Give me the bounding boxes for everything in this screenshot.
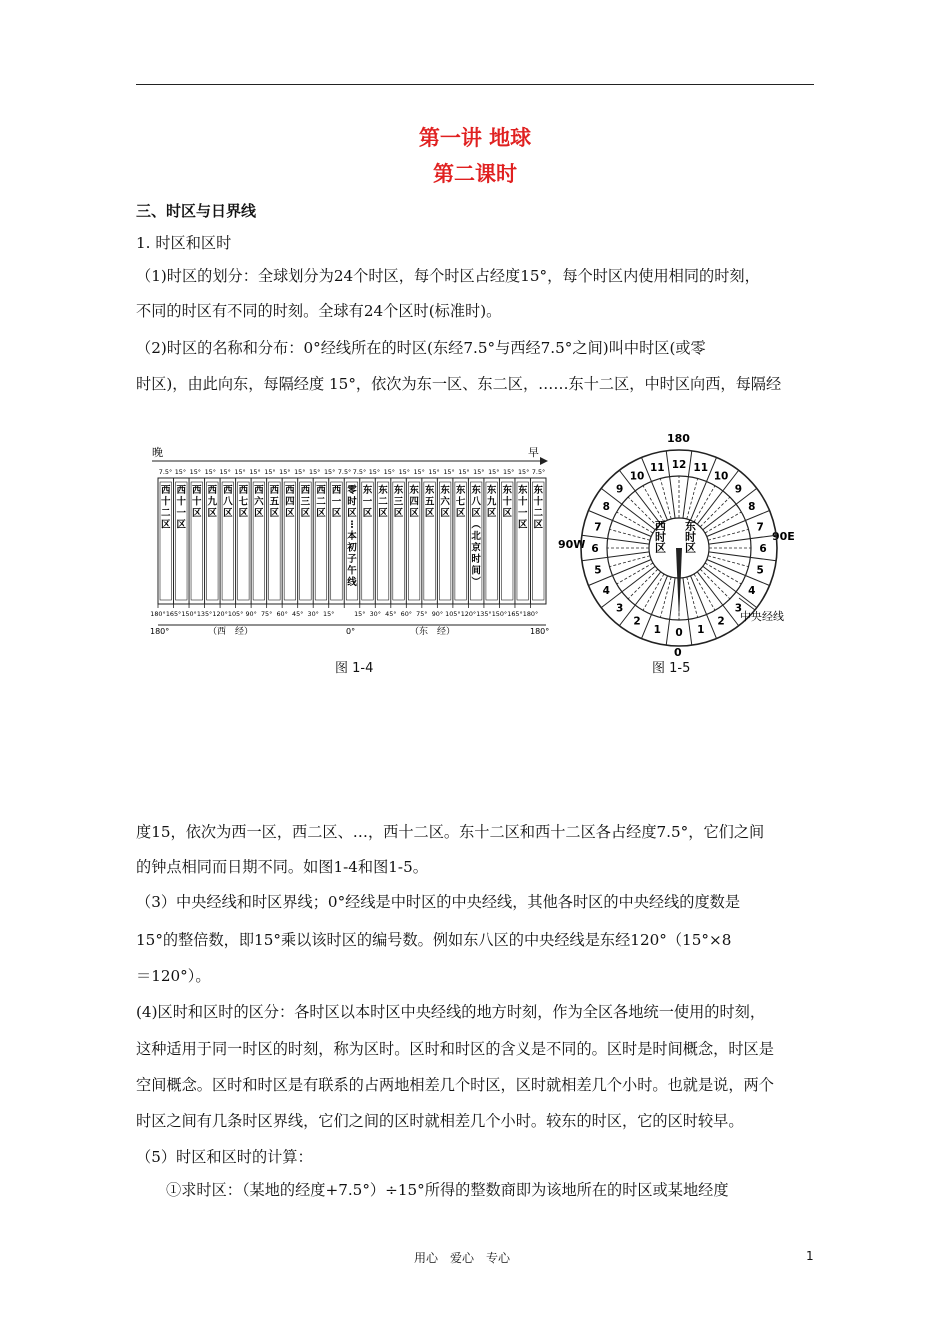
zone-number: 2 [633, 615, 641, 628]
zone-char: 一 [176, 508, 187, 519]
zone-char: 东 [517, 485, 528, 496]
top-degree-label: 15° [219, 468, 231, 476]
bottom-degree-label: 15° [323, 610, 335, 618]
label-180: 180 [667, 432, 690, 445]
meridian-pointer [676, 548, 682, 620]
top-degree-label: 15° [264, 468, 276, 476]
zone-char: 区 [471, 508, 481, 519]
para2-line2: 时区)，由此向东，每隔经度 15°，依次为东一区、东二区，……东十二区，中时区向西，每隔经 [136, 375, 782, 393]
zone-char: 五 [424, 496, 435, 508]
top-degree-label: 15° [488, 468, 500, 476]
zone-char: 区 [455, 508, 466, 519]
bottom-degree-label: 60° [400, 610, 412, 618]
para7: ①求时区：（某地的经度+7.5°）÷15°所得的整数商即为该地所在的时区或某地经度 [166, 1181, 729, 1199]
bottom-degree-label: 135° [196, 610, 213, 618]
label-90e: 90E [772, 530, 795, 543]
top-degree-label: 7.5° [337, 468, 352, 476]
zone-char: 西 [161, 485, 171, 496]
para3-line1: 度15，依次为西一区，西二区、…，西十二区。东十二区和西十二区各占经度7.5°，它们之间 [136, 823, 765, 841]
zone-char: 区 [362, 508, 373, 519]
zone-char: 西 [300, 485, 311, 496]
zone-char: 西 [269, 485, 280, 496]
zone-char: 二 [316, 496, 326, 508]
para4-line3: ＝120°）。 [136, 967, 211, 985]
zone-char: 区 [161, 519, 171, 531]
zone-char: 时 [347, 496, 357, 508]
zone-char: 区 [486, 508, 497, 519]
figure-1-4-caption: 图 1-4 [335, 661, 374, 676]
arrow-icon [540, 457, 548, 465]
zone-char: 区 [517, 519, 528, 531]
zone-char: 初 [347, 542, 357, 554]
zone-char: 西 [238, 485, 249, 496]
top-degree-label: 15° [503, 468, 515, 476]
bottom-degree-label: 165° [165, 610, 182, 618]
zone-number: 6 [591, 543, 599, 555]
bottom-degree-label: 180° [522, 610, 539, 618]
zone-char: 西 [285, 485, 295, 496]
zone-char: 东 [409, 485, 419, 496]
zone-number: 8 [602, 501, 610, 513]
zone-char: 西 [316, 485, 326, 496]
base-west: （西 经） [208, 627, 254, 637]
zone-char: 区 [378, 508, 388, 519]
zone-char: 西 [176, 485, 187, 496]
top-degree-label: 7.5° [158, 468, 173, 476]
zone-char: 区 [347, 508, 357, 519]
top-degree-label: 15° [249, 468, 261, 476]
label-0: 0 [674, 646, 682, 659]
zone-char: 本 [347, 531, 357, 542]
zone-char: 东 [393, 485, 404, 496]
bottom-degree-label: 120° [212, 610, 228, 618]
zone-char: 一 [331, 496, 342, 508]
zone-number: 12 [671, 459, 687, 471]
bottom-degree-label: 90° [431, 610, 444, 618]
zone-char: 一 [517, 508, 528, 519]
zone-char: 东 [533, 485, 543, 496]
zone-char: ⋮ [347, 519, 357, 531]
top-degree-label: 15° [174, 468, 187, 476]
bottom-degree-label: 150° [181, 610, 197, 618]
para2-line1: （2)时区的名称和分布：0°经线所在的时区(东经7.5°与西经7.5°之间)叫中时区(或零 [136, 339, 706, 357]
west-zone-hub: 西时区 [653, 520, 667, 553]
zone-char: 八 [471, 496, 481, 508]
zone-number: 1 [653, 624, 661, 637]
zone-char: 一 [362, 496, 373, 508]
zone-char: 区 [192, 508, 202, 519]
zone-char: 区 [285, 508, 295, 519]
section-heading: 三、时区与日界线 [136, 202, 257, 220]
para4-line1: （3）中央经线和时区界线；0°经线是中时区的中央经线，其他各时区的中央经线的度数是 [136, 893, 741, 911]
figure-1-4 [148, 440, 554, 638]
bottom-degree-label: 15° [354, 610, 366, 618]
para5-line1: (4)区时和区时的区分：各时区以本时区中央经线的地方时刻，作为全区各地统一使用的时刻， [136, 1003, 766, 1021]
zone-char: 西 [207, 485, 218, 496]
para1-line1: （1)时区的划分：全球划分为24个时区，每个时区占经度15°，每个时区内使用相同的时刻， [136, 267, 760, 285]
top-degree-label: 15° [517, 468, 530, 476]
zone-number: 11 [693, 461, 709, 474]
zone-char: 零 [347, 485, 357, 496]
bottom-degree-label: 105° [445, 610, 461, 618]
bottom-degree-label: 60° [276, 610, 288, 618]
bottom-degree-label: 30° [307, 610, 319, 618]
zone-char: 区 [424, 508, 435, 519]
para6: （5）时区和区时的计算： [136, 1148, 313, 1166]
zone-char: 区 [300, 508, 311, 519]
zone-number: 9 [615, 483, 624, 496]
top-degree-label: 15° [398, 468, 410, 476]
zone-number: 5 [594, 564, 602, 577]
zone-number: 8 [748, 501, 756, 513]
zone-char: 区 [207, 508, 218, 519]
zone-char: 区 [176, 519, 187, 531]
zone-char: 区 [269, 508, 280, 519]
top-degree-label: 15° [473, 468, 485, 476]
zone-char: 五 [269, 496, 280, 508]
zone-char: 东 [455, 485, 466, 496]
para3-line2: 的钟点相同而日期不同。如图1-4和图1-5。 [136, 858, 428, 876]
top-degree-label: 15° [458, 468, 470, 476]
zone-char: 八 [223, 496, 233, 508]
zone-char: 区 [533, 519, 543, 531]
zone-char: 时 [471, 554, 481, 565]
bottom-degree-label: 45° [385, 610, 397, 618]
zone-char: 区 [440, 508, 450, 519]
zone-number: 5 [756, 564, 764, 577]
zone-char: 十 [502, 496, 512, 508]
bottom-degree-label: 135° [476, 610, 492, 618]
zone-char: 二 [533, 508, 543, 519]
zone-char: 四 [409, 496, 419, 508]
zone-number: 10 [629, 470, 645, 483]
top-degree-label: 15° [204, 468, 216, 476]
para5-line3: 空间概念。区时和时区是有联系的占两地相差几个时区，区时就相差几个小时。也就是说，两个 [136, 1076, 774, 1094]
footer-motto: 用心 爱心 专心 [414, 1251, 511, 1265]
zone-number: 9 [734, 483, 743, 496]
zone-char: 间 [471, 565, 481, 577]
zone-char: 西 [331, 485, 342, 496]
zone-char: 七 [238, 496, 249, 508]
subsection-heading: 1. 时区和区时 [136, 234, 232, 252]
zone-char: 区 [316, 508, 326, 519]
zone-char: 十 [176, 496, 187, 508]
zone-number: 4 [602, 585, 610, 597]
zone-char: 西 [223, 485, 233, 496]
zone-char: 区 [393, 508, 404, 519]
zone-number: 7 [594, 521, 602, 534]
bottom-degree-label: 105° [227, 610, 244, 618]
page-number: 1 [806, 1249, 814, 1263]
zone-number: 11 [649, 461, 665, 474]
lesson-subtitle: 第二课时 [433, 162, 517, 186]
central-meridian-label: 中央经线 [740, 610, 784, 623]
top-degree-label: 15° [234, 468, 246, 476]
zone-char: 子 [347, 554, 357, 565]
para4-line2: 15°的整倍数，即15°乘以该时区的编号数。例如东八区的中央经线是东经120°（15°×8 [136, 931, 732, 949]
zone-char: 十 [192, 496, 202, 508]
figure-1-5-caption: 图 1-5 [652, 661, 691, 676]
base-right: 180° [530, 627, 550, 636]
zone-char: 三 [300, 496, 311, 508]
bottom-degree-label: 90° [245, 610, 257, 618]
zone-char: 九 [207, 496, 218, 508]
top-degree-label: 7.5° [531, 468, 546, 476]
bottom-degree-label: 30° [369, 610, 381, 618]
zone-number: 3 [615, 602, 624, 615]
zone-char: 午 [347, 565, 357, 577]
zone-char: 西 [254, 485, 264, 496]
zone-char: 东 [502, 485, 512, 496]
top-degree-label: 15° [443, 468, 455, 476]
para5-line4: 时区之间有几条时区界线，它们之间的区时就相差几个小时。较东的时区，它的区时较早。 [136, 1112, 744, 1130]
zone-char: 三 [393, 496, 404, 508]
zone-char: 东 [471, 485, 481, 496]
zone-number: 10 [713, 470, 729, 483]
zone-char: 区 [331, 508, 342, 519]
zone-char: 七 [455, 496, 466, 508]
zone-number: 3 [734, 602, 743, 615]
bottom-degree-label: 75° [416, 610, 428, 618]
zone-char: 区 [238, 508, 249, 519]
zone-char: 线 [347, 577, 357, 588]
zone-char: 区 [409, 508, 419, 519]
bottom-degree-label: 75° [260, 610, 273, 618]
label-90w: 90W [558, 538, 586, 551]
zone-char: 东 [424, 485, 435, 496]
zone-number: 7 [756, 521, 764, 534]
zone-char: 四 [285, 496, 295, 508]
zone-char: 东 [486, 485, 497, 496]
bottom-degree-label: 180° [150, 610, 166, 618]
top-degree-label: 15° [309, 468, 321, 476]
zone-char: ︶ [471, 577, 481, 588]
lesson-title: 第一讲 地球 [418, 126, 532, 150]
top-degree-label: 15° [294, 468, 306, 476]
base-center: 0° [346, 627, 356, 636]
figure-1-5 [556, 428, 806, 660]
top-degree-label: 15° [428, 468, 440, 476]
top-degree-label: 7.5° [352, 468, 367, 476]
header-rule [136, 84, 814, 85]
top-degree-label: 15° [323, 468, 336, 476]
zone-char: 京 [471, 542, 481, 554]
zone-char: 六 [254, 496, 264, 508]
zone-char: 东 [362, 485, 373, 496]
zone-char: 十 [533, 496, 543, 508]
para5-line2: 这种适用于同一时区的时刻，称为区时。区时和时区的含义是不同的。区时是时间概念，时区是 [136, 1040, 774, 1058]
zone-char: 东 [440, 485, 450, 496]
zone-char: 六 [440, 496, 450, 508]
bottom-degree-label: 150° [491, 610, 508, 618]
bottom-degree-label: 120° [460, 610, 477, 618]
zone-char: 北 [471, 531, 481, 542]
zone-char: 区 [254, 508, 264, 519]
zone-char: 二 [161, 508, 171, 519]
base-east: （东 经） [410, 627, 456, 637]
late-label: 晚 [152, 446, 163, 459]
zone-number: 6 [759, 543, 767, 555]
top-degree-label: 15° [279, 468, 291, 476]
zone-char: 十 [161, 496, 171, 508]
zone-char: 九 [486, 496, 497, 508]
zone-char: 二 [378, 496, 388, 508]
bottom-degree-label: 45° [292, 610, 304, 618]
para1-line2: 不同的时区有不同的时刻。全球有24个区时(标准时)。 [136, 302, 502, 320]
zone-number: 2 [717, 615, 725, 628]
zone-char: 区 [502, 508, 512, 519]
zone-number: 1 [697, 624, 705, 637]
top-degree-label: 15° [189, 468, 201, 476]
base-left: 180° [150, 627, 170, 636]
bottom-degree-label: 165° [507, 610, 523, 618]
zone-char: 东 [378, 485, 388, 496]
east-zone-hub: 东时区 [683, 520, 697, 553]
early-label: 早 [528, 446, 539, 459]
top-degree-label: 15° [368, 468, 381, 476]
zone-char: 十 [517, 496, 528, 508]
top-degree-label: 15° [413, 468, 425, 476]
zone-char: 区 [223, 508, 233, 519]
zone-char: 西 [192, 485, 202, 496]
zone-number: 0 [675, 627, 683, 639]
top-degree-label: 15° [383, 468, 395, 476]
zone-char: ︵ [471, 519, 481, 531]
zone-number: 4 [748, 585, 756, 597]
